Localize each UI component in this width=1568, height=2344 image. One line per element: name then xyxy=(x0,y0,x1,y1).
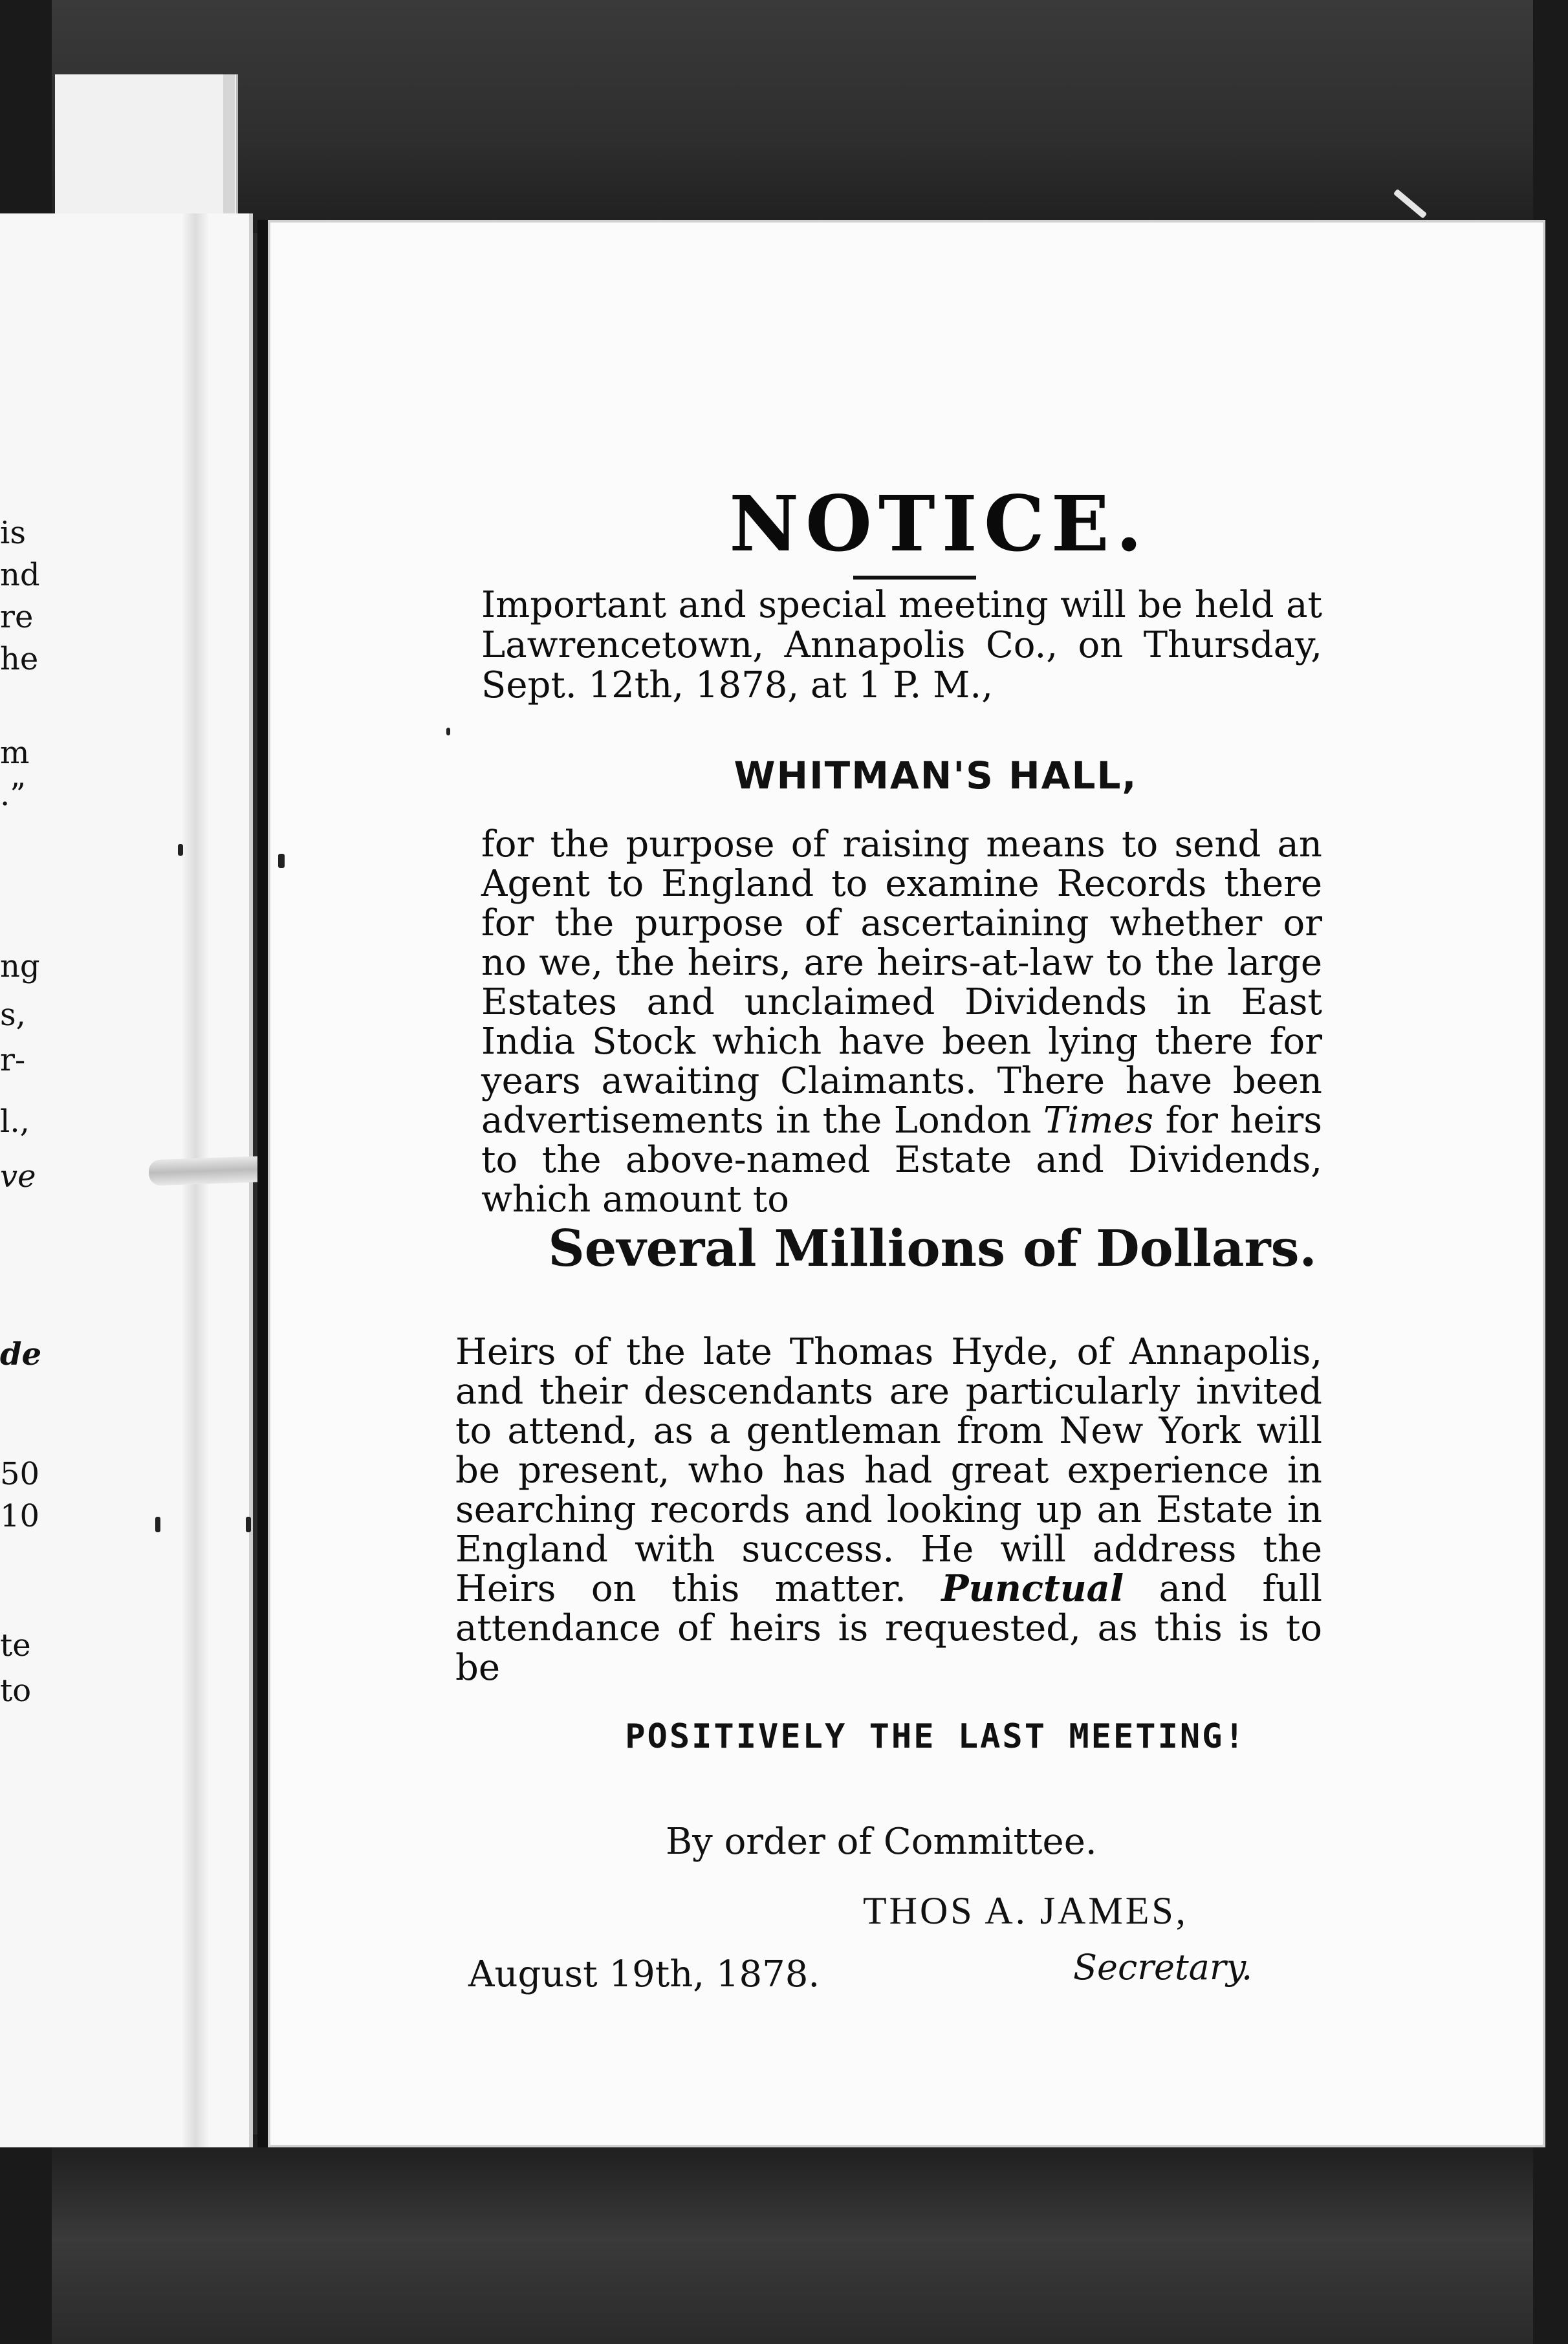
signer-title: Secretary. xyxy=(1073,1947,1253,1988)
purpose-text-end: for heirs to the above-named Estate and Dividends, which amount to xyxy=(481,1100,1322,1221)
facing-page-fragment: re xyxy=(0,599,34,635)
facing-page-fragment: s, xyxy=(0,997,26,1033)
scanner-background-bottom xyxy=(0,2134,1568,2344)
facing-page-fragment: de xyxy=(0,1336,42,1373)
facing-page-fragment: te xyxy=(0,1627,31,1664)
purpose-text: for the purpose of raising means to send an Agent to England to examine Records there for the purpose of ascertaining whether or no we, the heirs, are heirs-at-law to the large Estates and unclaimed Dividends in East India Stock which have been lying there for years awaiting Claimants. There have been advertisements in the London xyxy=(481,823,1322,1142)
facing-page-fragment: r- xyxy=(0,1042,26,1078)
ink-speck xyxy=(446,728,450,735)
facing-page-fragment: .” xyxy=(0,777,26,813)
ink-speck xyxy=(246,1517,251,1532)
signer-name: THOS A. JAMES, xyxy=(863,1889,1188,1932)
facing-page-fragment: nd xyxy=(0,557,40,593)
paper-tab xyxy=(55,74,238,230)
last-meeting-banner: POSITIVELY THE LAST MEETING! xyxy=(625,1717,1247,1756)
purpose-paragraph xyxy=(481,825,1322,1219)
facing-page-fragment: ve xyxy=(0,1158,36,1195)
facing-page-fragment: 10 xyxy=(0,1498,40,1534)
facing-page-fragment: is xyxy=(0,515,26,551)
heirs-text: Heirs of the late Thomas Hyde, of Annapolis, and their descendants are particularly invited to attend, as a gentleman from New York will be present, who has had great experience in searching records and looking up an Estate in England with success. He will address the Heirs on this matter. xyxy=(455,1331,1322,1610)
ink-speck xyxy=(178,844,183,856)
ink-speck xyxy=(278,854,285,868)
notice-date: August 19th, 1878. xyxy=(468,1953,820,1995)
amount-heading: Several Millions of Dollars. xyxy=(548,1219,1317,1278)
heirs-paragraph xyxy=(455,1332,1322,1687)
facing-page-fragment: he xyxy=(0,641,39,677)
committee-order: By order of Committee. xyxy=(666,1821,1097,1863)
page-title: NOTICE. xyxy=(729,479,1149,569)
heirs-text-end: and full attendance of heirs is requested, as this is to be xyxy=(455,1568,1322,1689)
venue-heading: WHITMAN'S HALL, xyxy=(734,754,1138,798)
title-divider xyxy=(853,576,976,580)
facing-page-fragment: ng xyxy=(0,948,40,984)
meeting-announcement: Important and special meeting will be held at Lawrencetown, Annapolis Co., on Thursday, Sept. 12th, 1878, at 1 P. M., xyxy=(481,584,1322,706)
notice-page xyxy=(257,220,1545,2147)
ink-speck xyxy=(155,1517,160,1532)
punctual-emphasis: Punctual xyxy=(941,1567,1124,1610)
facing-page-fragment: m xyxy=(0,735,30,771)
paper-tab-fold xyxy=(223,74,235,230)
times-newspaper-name: Times xyxy=(1043,1100,1154,1142)
facing-page-fragment: 50 xyxy=(0,1456,40,1492)
facing-page-fragment: to xyxy=(0,1673,32,1709)
facing-page-fragment: l., xyxy=(0,1103,30,1140)
